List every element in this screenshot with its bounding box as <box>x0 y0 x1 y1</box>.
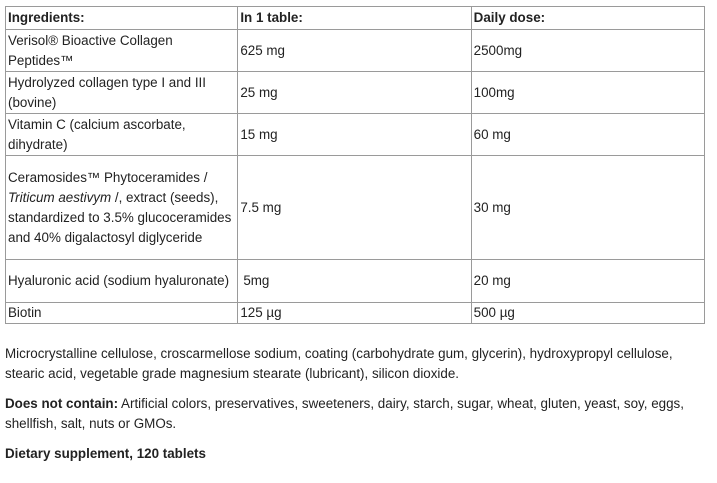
header-per-tablet: In 1 table: <box>238 7 471 30</box>
ingredient-name: Hyaluronic acid (sodium hyaluronate) <box>6 260 238 303</box>
per-tablet-amount: 25 mg <box>238 72 471 114</box>
does-not-contain-text: Artificial colors, preservatives, sweeteners, dairy, starch, sugar, wheat, gluten, yeast, soy, eggs, shellfish, salt, nuts or GMOs. <box>5 396 684 431</box>
table-row <box>6 30 705 72</box>
daily-dose-amount: 30 mg <box>471 156 704 260</box>
per-tablet-amount: 15 mg <box>238 114 471 156</box>
table-row <box>6 72 705 114</box>
per-tablet-amount: 5mg <box>238 260 471 303</box>
header-daily-dose: Daily dose: <box>471 7 704 30</box>
ingredient-latin-name: Triticum aestivym <box>8 189 112 205</box>
per-tablet-amount: 625 mg <box>238 30 471 72</box>
ingredient-name: Biotin <box>6 303 238 324</box>
daily-dose-amount: 2500mg <box>471 30 704 72</box>
table-row <box>6 114 705 156</box>
supplement-note-text: Dietary supplement, 120 tablets <box>5 446 206 461</box>
table-row <box>6 303 705 324</box>
per-tablet-amount: 125 µg <box>238 303 471 324</box>
per-tablet-amount: 7.5 mg <box>238 156 471 260</box>
ingredient-name-part: /, extract (seeds), standardized to 3.5% glucoceramides and 40% digalactosyl diglyceride <box>8 189 232 245</box>
daily-dose-amount: 60 mg <box>471 114 704 156</box>
ingredient-name: Hydrolyzed collagen type I and III (bovine) <box>6 72 238 114</box>
table-row <box>6 156 705 260</box>
ingredient-name-part: Ceramosides™ Phytoceramides / <box>8 169 208 185</box>
daily-dose-amount: 100mg <box>471 72 704 114</box>
ingredients-table <box>5 6 705 324</box>
supplement-note <box>5 444 713 464</box>
ingredient-name <box>6 156 238 260</box>
other-ingredients-text: Microcrystalline cellulose, croscarmellose sodium, coating (carbohydrate gum, glycerin), hydroxypropyl cellulose, stearic acid, vegetable grade magnesium stearate (lubricant), silicon dioxide. <box>5 346 673 381</box>
does-not-contain-label: Does not contain: <box>5 396 119 411</box>
ingredient-name: Verisol® Bioactive Collagen Peptides™ <box>6 30 238 72</box>
ingredient-name: Vitamin C (calcium ascorbate, dihydrate) <box>6 114 238 156</box>
header-ingredients: Ingredients: <box>6 7 238 30</box>
table-header-row <box>6 7 705 30</box>
table-row <box>6 260 705 303</box>
daily-dose-amount: 20 mg <box>471 260 704 303</box>
daily-dose-amount: 500 µg <box>471 303 704 324</box>
does-not-contain-paragraph <box>5 394 713 434</box>
